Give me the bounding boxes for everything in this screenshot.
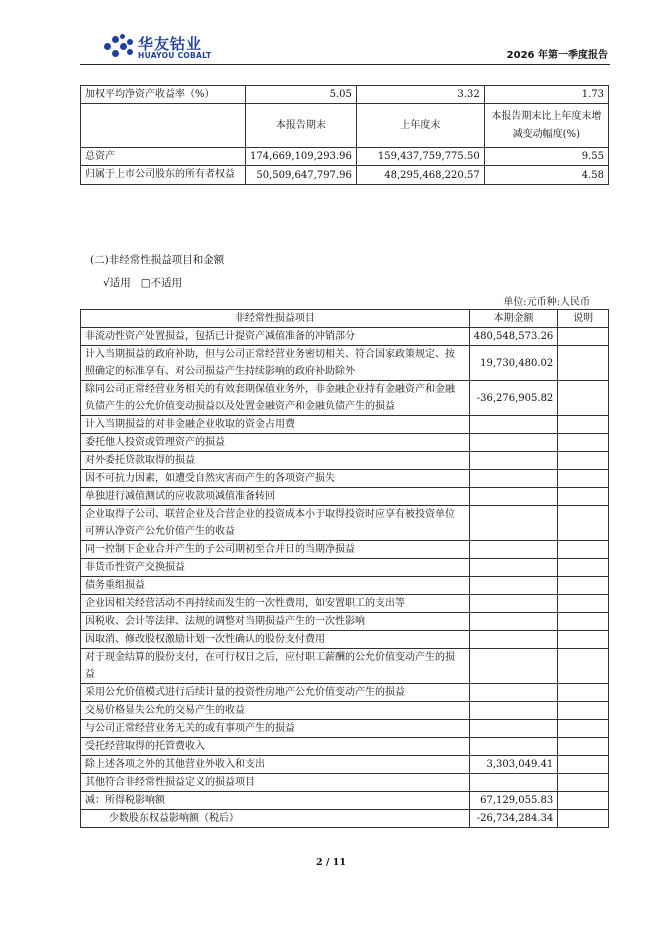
- table-row: [81, 86, 609, 104]
- column-header: 本报告期末: [246, 104, 357, 148]
- table-row: [81, 488, 609, 506]
- item-label: 单独进行减值测试的应收款项减值准备转回: [81, 488, 470, 506]
- cell-value: 48,295,468,220.57: [356, 166, 484, 185]
- note-cell: [558, 488, 609, 506]
- column-header: 本期金额: [469, 310, 558, 328]
- cell-value: 3.32: [356, 86, 484, 104]
- note-cell: [558, 774, 609, 792]
- item-label: 对外委托贷款取得的损益: [81, 452, 470, 470]
- note-cell: [558, 346, 609, 381]
- table-row: [81, 328, 609, 346]
- amount-value: [469, 488, 558, 506]
- row-label: 加权平均净资产收益率（%）: [81, 86, 246, 104]
- amount-value: 3,303,049.41: [469, 756, 558, 774]
- item-label: 同一控制下企业合并产生的子公司期初至合并日的当期净损益: [81, 541, 470, 559]
- table-row: [81, 381, 609, 416]
- note-cell: [558, 631, 609, 649]
- note-cell: [558, 595, 609, 613]
- table-row: [81, 631, 609, 649]
- column-header: 本报告期末比上年度末增减变动幅度(%): [484, 104, 608, 148]
- amount-value: -36,276,905.82: [469, 381, 558, 416]
- item-label: 企业因相关经营活动不再持续而发生的一次性费用，如安置职工的支出等: [81, 595, 470, 613]
- item-label: 除上述各项之外的其他营业外收入和支出: [81, 756, 470, 774]
- unit-note: 单位:元币种:人民币: [503, 297, 590, 308]
- item-label: 交易价格显失公允的交易产生的收益: [81, 702, 470, 720]
- page-number: 2 / 11: [316, 857, 346, 868]
- amount-value: [469, 506, 558, 541]
- report-title: 2026 年第一季度报告: [506, 50, 608, 61]
- note-cell: [558, 506, 609, 541]
- non-recurring-items-table: [80, 309, 609, 828]
- table-row: [81, 148, 609, 166]
- page-header: [80, 28, 610, 65]
- item-label: 因不可抗力因素，如遭受自然灾害而产生的各项资产损失: [81, 470, 470, 488]
- note-cell: [558, 434, 609, 452]
- note-cell: [558, 452, 609, 470]
- amount-value: [469, 774, 558, 792]
- item-label: 减：所得税影响额: [81, 792, 470, 810]
- table-row: [81, 166, 609, 185]
- table-row: [81, 649, 609, 684]
- table-row: [81, 774, 609, 792]
- item-label: 企业取得子公司、联营企业及合营企业的投资成本小于取得投资时应享有被投资单位可辨认净资产公允价值产生的收益: [81, 506, 470, 541]
- amount-value: [469, 577, 558, 595]
- note-cell: [558, 416, 609, 434]
- row-label: 归属于上市公司股东的所有者权益: [81, 166, 246, 185]
- item-label: 采用公允价值模式进行后续计量的投资性房地产公允价值变动产生的损益: [81, 684, 470, 702]
- item-label: 因税收、会计等法律、法规的调整对当期损益产生的一次性影响: [81, 613, 470, 631]
- note-cell: [558, 613, 609, 631]
- amount-value: [469, 738, 558, 756]
- table-body: [81, 328, 609, 828]
- column-header: 说明: [558, 310, 609, 328]
- section-title: (二)非经常性损益项目和金额: [90, 254, 225, 266]
- not-applicable-option: □不适用: [140, 277, 183, 289]
- cell-value: 1.73: [484, 86, 608, 104]
- note-cell: [558, 381, 609, 416]
- cell-value: 5.05: [246, 86, 357, 104]
- amount-value: [469, 720, 558, 738]
- item-label: 委托他人投资或管理资产的损益: [81, 434, 470, 452]
- note-cell: [558, 756, 609, 774]
- table-row: [81, 577, 609, 595]
- table-row: [81, 470, 609, 488]
- item-label: 其他符合非经常性损益定义的损益项目: [81, 774, 470, 792]
- table-row: [81, 434, 609, 452]
- table-row: [81, 810, 609, 828]
- key-indicators-table: [80, 85, 609, 185]
- applicable-option: √适用: [103, 277, 131, 289]
- note-cell: [558, 738, 609, 756]
- amount-value: 480,548,573.26: [469, 328, 558, 346]
- table-row: [81, 613, 609, 631]
- note-cell: [558, 792, 609, 810]
- amount-value: [469, 470, 558, 488]
- applicability-options: [103, 275, 182, 290]
- logo-dots-icon: [104, 34, 134, 60]
- cell-value: 9.55: [484, 148, 608, 166]
- note-cell: [558, 684, 609, 702]
- item-label: 除同公司正常经营业务相关的有效套期保值业务外，非金融企业持有金融资产和金融负债产生的公允价值变动损益以及处置金融资产和金融负债产生的损益: [81, 381, 470, 416]
- amount-value: [469, 613, 558, 631]
- note-cell: [558, 810, 609, 828]
- amount-value: [469, 416, 558, 434]
- item-label: 因取消、修改股权激励计划一次性确认的股份支付费用: [81, 631, 470, 649]
- cell-value: 159,437,759,775.50: [356, 148, 484, 166]
- table-row: [81, 541, 609, 559]
- item-label: 非货币性资产交换损益: [81, 559, 470, 577]
- note-cell: [558, 649, 609, 684]
- table-row: [81, 792, 609, 810]
- table-row: [81, 756, 609, 774]
- amount-value: 19,730,480.02: [469, 346, 558, 381]
- table-row: [81, 595, 609, 613]
- amount-value: [469, 434, 558, 452]
- table-row: [81, 702, 609, 720]
- logo-text-en: HUAYOU COBALT: [138, 51, 212, 60]
- amount-value: [469, 541, 558, 559]
- table-row: [81, 738, 609, 756]
- note-cell: [558, 328, 609, 346]
- item-label: 计入当期损益的对非金融企业收取的资金占用费: [81, 416, 470, 434]
- amount-value: [469, 595, 558, 613]
- logo-text-cn: 华友钴业: [138, 35, 203, 53]
- amount-value: [469, 452, 558, 470]
- company-logo: [104, 32, 244, 62]
- amount-value: [469, 559, 558, 577]
- table-header-row: [81, 104, 609, 148]
- amount-value: [469, 684, 558, 702]
- item-label: 少数股东权益影响额（税后）: [81, 810, 470, 828]
- note-cell: [558, 577, 609, 595]
- table-row: [81, 684, 609, 702]
- note-cell: [558, 559, 609, 577]
- item-label: 计入当期损益的政府补助，但与公司正常经营业务密切相关、符合国家政策规定、按照确定的标准享有、对公司损益产生持续影响的政府补助除外: [81, 346, 470, 381]
- table-row: [81, 559, 609, 577]
- table-row: [81, 416, 609, 434]
- note-cell: [558, 702, 609, 720]
- amount-value: 67,129,055.83: [469, 792, 558, 810]
- item-label: 非流动性资产处置损益，包括已计提资产减值准备的冲销部分: [81, 328, 470, 346]
- note-cell: [558, 470, 609, 488]
- table-row: [81, 506, 609, 541]
- amount-value: [469, 702, 558, 720]
- table-row: [81, 720, 609, 738]
- table-header-row: [81, 310, 609, 328]
- column-header: 非经常性损益项目: [81, 310, 470, 328]
- cell-value: 4.58: [484, 166, 608, 185]
- cell-value: 50,509,647,797.96: [246, 166, 357, 185]
- amount-value: [469, 631, 558, 649]
- row-label: 总资产: [81, 148, 246, 166]
- item-label: 对于现金结算的股份支付，在可行权日之后，应付职工薪酬的公允价值变动产生的损益: [81, 649, 470, 684]
- amount-value: [469, 649, 558, 684]
- empty-cell: [81, 104, 246, 148]
- table-row: [81, 452, 609, 470]
- item-label: 债务重组损益: [81, 577, 470, 595]
- item-label: 受托经营取得的托管费收入: [81, 738, 470, 756]
- note-cell: [558, 720, 609, 738]
- amount-value: -26,734,284.34: [469, 810, 558, 828]
- note-cell: [558, 541, 609, 559]
- cell-value: 174,669,109,293.96: [246, 148, 357, 166]
- item-label: 与公司正常经营业务无关的或有事项产生的损益: [81, 720, 470, 738]
- table-row: [81, 346, 609, 381]
- column-header: 上年度末: [356, 104, 484, 148]
